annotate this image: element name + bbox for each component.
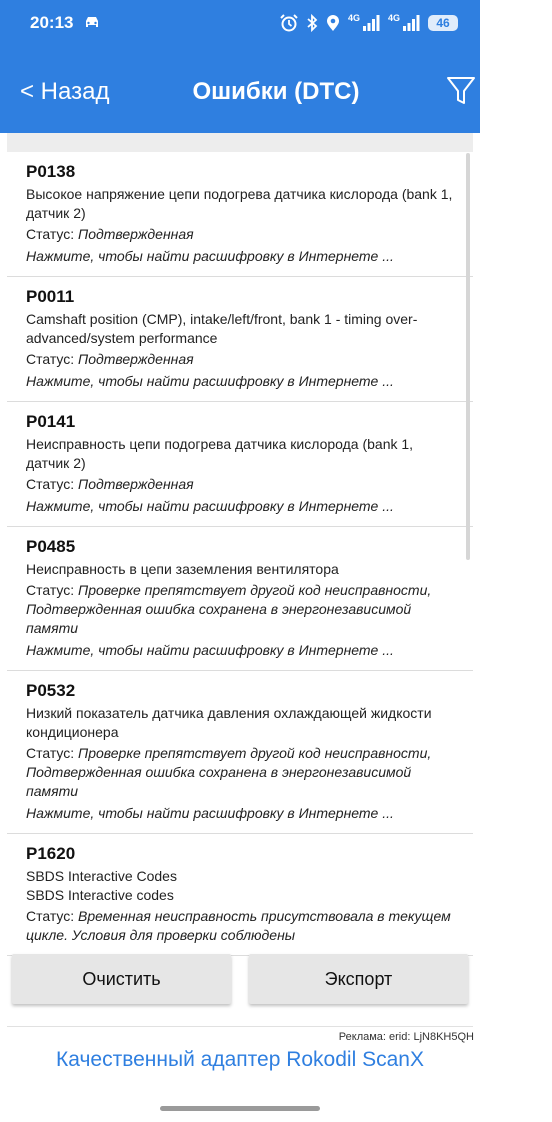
dtc-status-value: Временная неисправность присутствовала в текущем цикле. Условия для проверки соблюдены <box>26 908 451 943</box>
app-bar <box>0 0 480 133</box>
dtc-search-link[interactable]: Нажмите, чтобы найти расшифровку в Интернете ... <box>26 642 394 658</box>
dtc-status <box>26 907 455 945</box>
ad-divider <box>7 1026 473 1027</box>
dtc-description: Неисправность в цепи заземления вентилятора <box>26 561 339 577</box>
bluetooth-icon <box>306 14 318 32</box>
action-buttons <box>0 948 480 1008</box>
network-type-2: 4G <box>387 13 400 23</box>
dtc-item[interactable] <box>7 277 473 402</box>
back-label: < Назад <box>20 78 110 105</box>
dtc-description: Camshaft position (CMP), intake/left/front, bank 1 - timing over-advanced/system performance <box>26 311 418 346</box>
car-icon <box>83 15 101 29</box>
dtc-description: SBDS Interactive Codes SBDS Interactive codes <box>26 868 177 903</box>
dtc-status-label: Статус: <box>26 582 75 598</box>
dtc-code: P0141 <box>26 412 76 431</box>
status-bar <box>0 0 480 46</box>
dtc-status-label: Статус: <box>26 476 75 492</box>
dtc-search-link[interactable]: Нажмите, чтобы найти расшифровку в Интернете ... <box>26 248 394 264</box>
dtc-code: P0485 <box>26 537 76 556</box>
dtc-list[interactable] <box>7 133 473 943</box>
dtc-item[interactable] <box>7 152 473 277</box>
ad-link[interactable]: Качественный адаптер Rokodil ScanX <box>56 1048 424 1071</box>
dtc-code: P1620 <box>26 844 76 863</box>
dtc-status <box>26 350 455 369</box>
location-icon <box>326 14 340 32</box>
dtc-status-value: Подтвержденная <box>78 226 194 242</box>
network-type-1: 4G <box>347 13 360 23</box>
signal-icon <box>362 14 380 32</box>
signal-icon <box>402 14 420 32</box>
dtc-item[interactable] <box>7 402 473 527</box>
dtc-status <box>26 744 455 801</box>
dtc-status-label: Статус: <box>26 351 75 367</box>
dtc-item[interactable] <box>7 671 473 834</box>
status-icons <box>280 12 458 34</box>
battery-level: 46 <box>436 16 450 30</box>
dtc-description: Неисправность цепи подогрева датчика кислорода (bank 1, датчик 2) <box>26 436 414 471</box>
home-indicator[interactable] <box>160 1106 320 1111</box>
list-header-strip <box>7 133 473 152</box>
dtc-status <box>26 475 455 494</box>
dtc-status-value: Подтвержденная <box>78 476 194 492</box>
dtc-search-link[interactable]: Нажмите, чтобы найти расшифровку в Интернете ... <box>26 498 394 514</box>
back-button[interactable] <box>20 78 109 106</box>
dtc-description: Высокое напряжение цепи подогрева датчика кислорода (bank 1, датчик 2) <box>26 186 453 221</box>
status-time: 20:13 <box>30 13 74 32</box>
page-title: Ошибки (DTC) <box>192 78 360 105</box>
dtc-status <box>26 225 455 244</box>
dtc-search-link[interactable]: Нажмите, чтобы найти расшифровку в Интернете ... <box>26 373 394 389</box>
clear-button[interactable]: Очистить <box>12 954 231 1004</box>
dtc-item[interactable] <box>7 527 473 671</box>
dtc-status-value: Подтвержденная <box>78 351 194 367</box>
dtc-status-label: Статус: <box>26 745 75 761</box>
dtc-status-value: Проверке препятствует другой код неисправности, Подтвержденная ошибка сохранена в энергонезависимой памяти <box>26 745 432 799</box>
battery-icon <box>428 15 458 31</box>
ad-label: Реклама: erid: LjN8KH5QH <box>338 1031 474 1043</box>
dtc-description: Низкий показатель датчика давления охлаждающей жидкости кондиционера <box>26 705 432 740</box>
dtc-item[interactable] <box>7 834 473 956</box>
alarm-icon <box>280 14 298 32</box>
dtc-status <box>26 581 455 638</box>
scrollbar[interactable] <box>466 153 470 560</box>
dtc-status-value: Проверке препятствует другой код неисправности, Подтвержденная ошибка сохранена в энергонезависимой памяти <box>26 582 432 636</box>
filter-icon[interactable] <box>446 72 476 108</box>
dtc-code: P0532 <box>26 681 76 700</box>
dtc-search-link[interactable]: Нажмите, чтобы найти расшифровку в Интернете ... <box>26 805 394 821</box>
dtc-code: P0011 <box>26 287 75 306</box>
dtc-status-label: Статус: <box>26 226 75 242</box>
dtc-code: P0138 <box>26 162 76 181</box>
export-button[interactable]: Экспорт <box>249 954 468 1004</box>
dtc-status-label: Статус: <box>26 908 75 924</box>
